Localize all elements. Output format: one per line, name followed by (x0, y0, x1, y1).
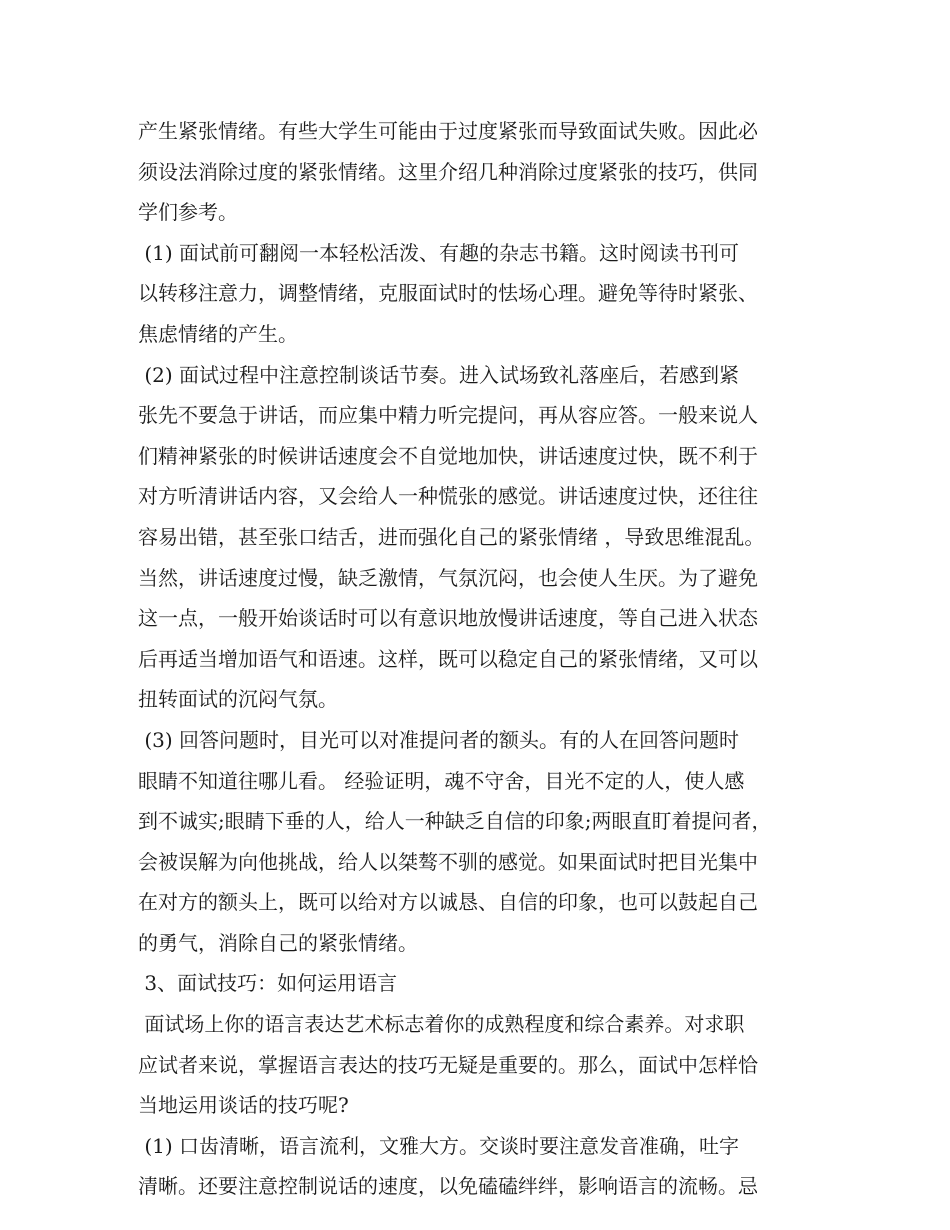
text-line: 须设法消除过度的紧张情绪。这里介绍几种消除过度紧张的技巧，供同 (138, 159, 758, 184)
text-line: 当然，讲话速度过慢，缺乏激情，气氛沉闷，也会使人生厌。为了避免 (138, 565, 758, 590)
text-line: 张先不要急于讲话，而应集中精力听完提问，再从容应答。一般来说人 (138, 403, 758, 428)
text-line: 应试者来说，掌握语言表达的技巧无疑是重要的。那么，面试中怎样恰 (138, 1052, 758, 1077)
text-line: 们精神紧张的时候讲话速度会不自觉地加快，讲话速度过快，既不利于 (138, 443, 758, 468)
text-line: 对方听清讲话内容，又会给人一种慌张的感觉。讲话速度过快，还往往 (138, 484, 758, 509)
list-item-3-line: (3) 回答问题时，目光可以对准提问者的额头。有的人在回答问题时 (138, 727, 740, 752)
list-item-2-line: (2) 面试过程中注意控制谈话节奏。进入试场致礼落座后，若感到紧 (138, 362, 740, 387)
text-line: 眼睛不知道往哪儿看。 经验证明，魂不守舍，目光不定的人，使人感 (138, 768, 745, 793)
text-line: 清晰。还要注意控制说话的速度，以免磕磕绊绊，影响语言的流畅。忌 (138, 1174, 758, 1199)
text-line: 扭转面试的沉闷气氛。 (138, 687, 338, 712)
text-line: 学们参考。 (138, 200, 238, 225)
section-heading: 3、面试技巧：如何运用语言 (138, 971, 398, 996)
text-line: 这一点，一般开始谈话时可以有意识地放慢讲话速度，等自己进入状态 (138, 606, 758, 631)
text-line: 焦虑情绪的产生。 (138, 321, 298, 346)
document-body (138, 111, 828, 1207)
list-item-1-line: (1) 面试前可翻阅一本轻松活泼、有趣的杂志书籍。这时阅读书刊可 (138, 240, 740, 265)
text-line: 后再适当增加语气和语速。这样，既可以稳定自己的紧张情绪，又可以 (138, 646, 758, 671)
text-line: 以转移注意力，调整情绪，克服面试时的怯场心理。避免等待时紧张、 (138, 281, 758, 306)
list-item-1-line: (1) 口齿清晰，语言流利，文雅大方。交谈时要注意发音准确，吐字 (138, 1133, 740, 1158)
text-line: 面试场上你的语言表达艺术标志着你的成熟程度和综合素养。对求职 (138, 1012, 745, 1037)
text-line: 容易出错，甚至张口结舌，进而强化自己的紧张情绪 ，导致思维混乱。 (138, 524, 765, 549)
text-line: 会被误解为向他挑战，给人以桀骜不驯的感觉。如果面试时把目光集中 (138, 849, 758, 874)
text-line: 到不诚实;眼睛下垂的人，给人一种缺乏自信的印象;两眼直盯着提问者， (138, 809, 772, 834)
text-line: 在对方的额头上，既可以给对方以诚恳、自信的印象，也可以鼓起自己 (138, 890, 758, 915)
text-line: 的勇气，消除自己的紧张情绪。 (138, 930, 418, 955)
text-line: 产生紧张情绪。有些大学生可能由于过度紧张而导致面试失败。因此必 (138, 119, 758, 143)
text-line: 当地运用谈话的技巧呢? (138, 1093, 349, 1118)
